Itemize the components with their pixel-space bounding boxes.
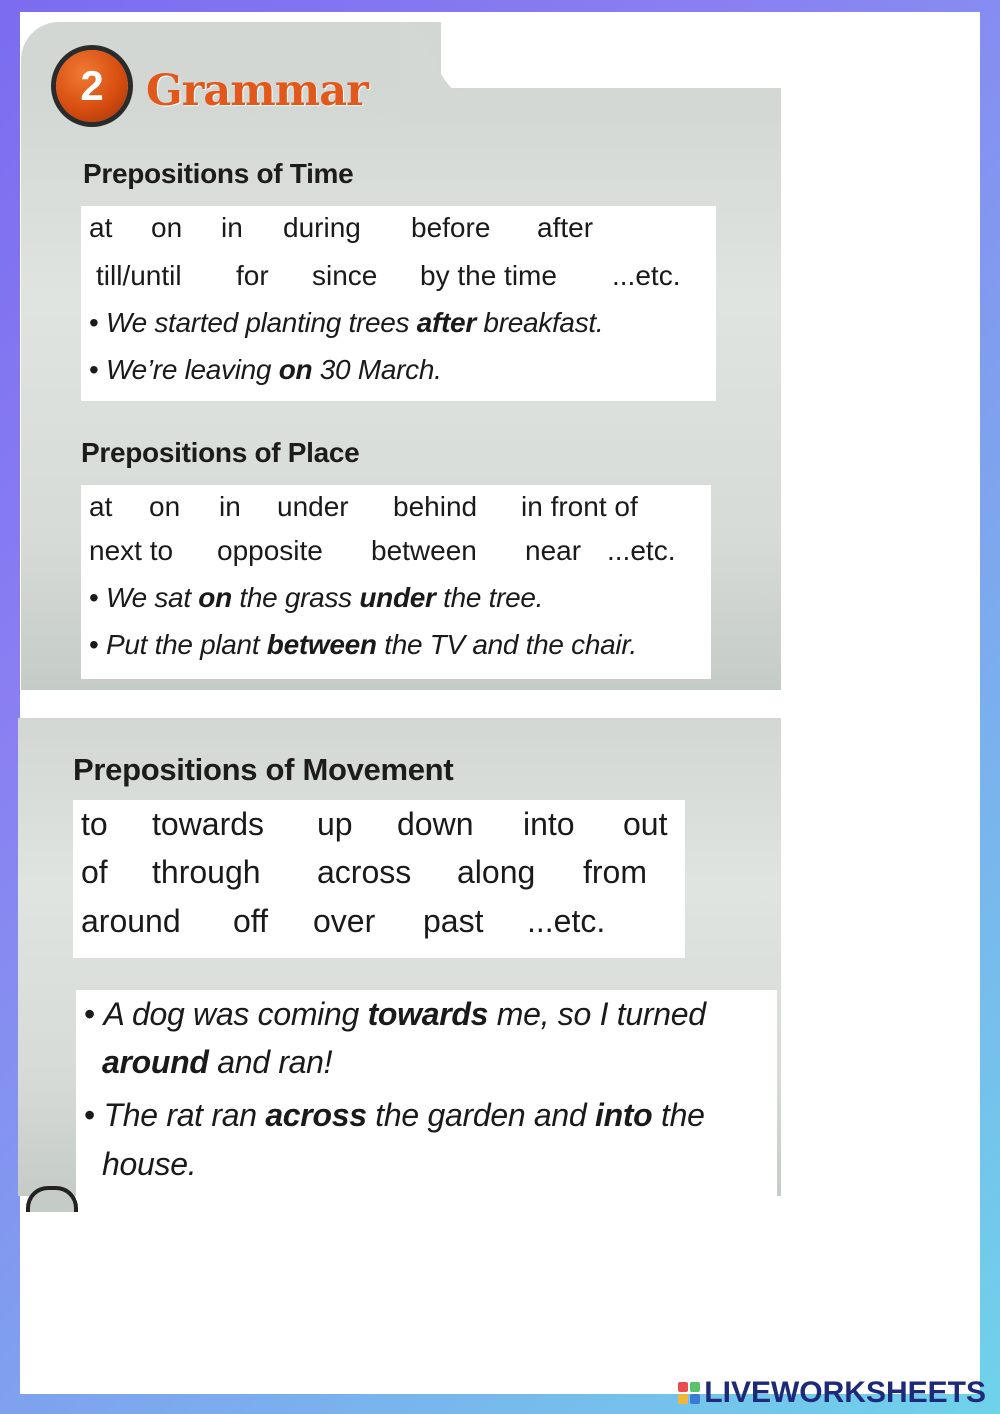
word: around [81, 903, 181, 939]
movement-example-2-line-2: house. [102, 1146, 197, 1182]
word: under [277, 491, 349, 522]
place-box [81, 485, 711, 679]
movement-example-1: • A dog was coming towards me, so I turned [84, 996, 706, 1032]
liveworksheets-logo-icon [678, 1382, 700, 1404]
word: to [81, 806, 108, 842]
word: through [152, 854, 261, 890]
word: behind [393, 491, 478, 522]
word: till/until [96, 260, 182, 291]
word: ...etc. [527, 903, 606, 939]
word: since [312, 260, 378, 291]
word: from [583, 854, 647, 890]
place-words-row-2 [89, 535, 675, 567]
word: off [233, 903, 268, 939]
liveworksheets-logo[interactable] [678, 1376, 986, 1410]
word: past [423, 903, 484, 939]
movement-example-1-line-2: around and ran! [102, 1044, 333, 1080]
word: opposite [217, 535, 323, 566]
word: in [219, 491, 241, 522]
movement-words-box [73, 800, 685, 958]
place-example-2: • Put the plant between the TV and the chair. [89, 629, 637, 660]
movement-words-row-2 [81, 854, 647, 891]
word: between [371, 535, 477, 566]
word: towards [152, 806, 265, 842]
word: after [537, 212, 594, 243]
word: over [313, 903, 376, 939]
movement-words-row-1 [81, 806, 667, 843]
word: down [397, 806, 474, 842]
word: along [457, 854, 536, 890]
time-box [81, 206, 716, 401]
word: at [89, 212, 113, 243]
word: ...etc. [612, 260, 681, 291]
word: into [523, 806, 575, 842]
time-words-row-1 [89, 212, 593, 244]
word: of [81, 854, 108, 890]
word: ...etc. [607, 535, 676, 566]
word: during [283, 212, 361, 243]
liveworksheets-logo-text: LIVEWORKSHEETS [704, 1376, 986, 1409]
word: before [411, 212, 491, 243]
movement-example-2: • The rat ran across the garden and into the [84, 1097, 705, 1133]
place-words-row-1 [89, 491, 638, 523]
movement-heading: Prepositions of Movement [73, 752, 454, 787]
time-heading: Prepositions of Time [83, 158, 354, 189]
word: on [149, 491, 181, 522]
word: by the time [420, 260, 557, 291]
word: up [317, 806, 353, 842]
word: in front of [521, 491, 638, 522]
word: next to [89, 535, 174, 566]
word: for [236, 260, 269, 291]
section-title: Grammar [146, 66, 368, 116]
word: across [317, 854, 412, 890]
time-example-1: • We started planting trees after breakfast. [89, 307, 604, 338]
word: in [221, 212, 243, 243]
movement-words-row-3 [81, 903, 605, 940]
panel-tab-curve [400, 22, 781, 122]
word: out [623, 806, 668, 842]
time-example-2: • We’re leaving on 30 March. [89, 354, 442, 385]
word: near [525, 535, 582, 566]
time-words-row-2 [96, 260, 680, 292]
word: at [89, 491, 113, 522]
place-example-1: • We sat on the grass under the tree. [89, 582, 544, 613]
movement-examples-box [76, 990, 777, 1200]
place-heading: Prepositions of Place [81, 437, 360, 468]
section-number: 2 [80, 62, 104, 109]
word: on [151, 212, 183, 243]
section-number-badge [56, 50, 128, 122]
